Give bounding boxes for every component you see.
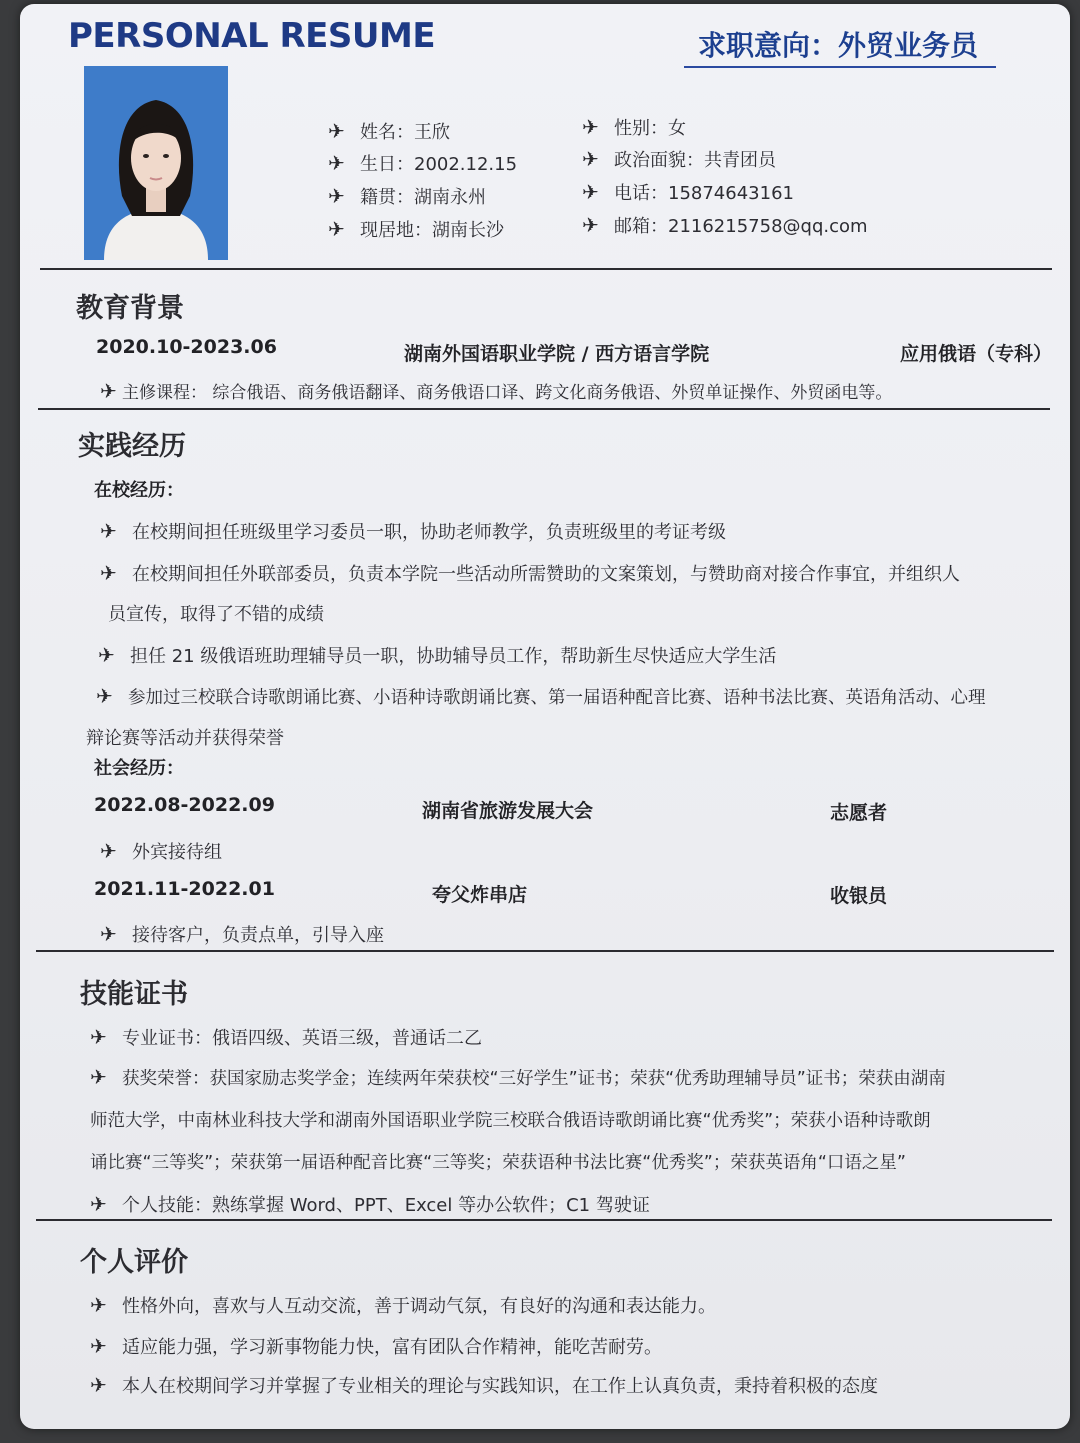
plane-icon: ✈ xyxy=(90,1025,107,1049)
campus-item-cont: 辩论赛等活动并获得荣誉 xyxy=(86,728,284,749)
education-major: 应用俄语（专科） xyxy=(900,343,1053,365)
skills-title: 技能证书 xyxy=(80,979,188,1010)
job-role: 收银员 xyxy=(830,885,888,907)
resume-title: PERSONAL RESUME xyxy=(68,16,436,56)
plane-icon: ✈ xyxy=(582,147,599,171)
plane-icon: ✈ xyxy=(328,151,345,175)
job-detail: ✈ 外宾接待组 xyxy=(100,839,222,863)
plane-icon: ✈ xyxy=(100,519,117,543)
campus-item-cont: 员宣传，取得了不错的成绩 xyxy=(108,604,324,625)
skill-item: ✈ 个人技能：熟练掌握 Word、PPT、Excel 等办公软件；C1 驾驶证 xyxy=(90,1192,650,1216)
job-org: 湖南省旅游发展大会 xyxy=(422,800,594,822)
plane-icon: ✈ xyxy=(582,213,599,237)
plane-icon: ✈ xyxy=(100,561,117,585)
education-period: 2020.10-2023.06 xyxy=(96,336,277,358)
plane-icon: ✈ xyxy=(90,1373,107,1397)
info-origin: ✈ 籍贯：湖南永州 xyxy=(328,184,486,208)
evaluation-item: ✈ 适应能力强，学习新事物能力快，富有团队合作精神，能吃苦耐劳。 xyxy=(90,1334,662,1358)
campus-item: ✈ 在校期间担任外联部委员，负责本学院一些活动所需赞助的文案策划，与赞助商对接合作事宜，并组织人 xyxy=(100,561,960,585)
skill-item: ✈ 获奖荣誉：获国家励志奖学金；连续两年荣获校“三好学生”证书；荣获“优秀助理辅导员”证书；荣获由湖南 xyxy=(90,1065,946,1089)
divider xyxy=(36,950,1054,952)
evaluation-item: ✈ 性格外向，喜欢与人互动交流，善于调动气氛，有良好的沟通和表达能力。 xyxy=(90,1293,716,1317)
campus-heading: 在校经历： xyxy=(94,480,184,501)
plane-icon: ✈ xyxy=(90,1065,107,1089)
social-heading: 社会经历： xyxy=(94,758,184,779)
plane-icon: ✈ xyxy=(100,839,117,863)
info-email: ✈ 邮箱：2116215758@qq.com xyxy=(582,213,868,237)
info-name: ✈ 姓名：王欣 xyxy=(328,119,450,143)
plane-icon: ✈ xyxy=(328,217,345,241)
plane-icon: ✈ xyxy=(328,119,345,143)
divider xyxy=(36,1219,1052,1221)
campus-item: ✈ 参加过三校联合诗歌朗诵比赛、小语种诗歌朗诵比赛、第一届语种配音比赛、语种书法比赛、英语角活动、心理 xyxy=(96,684,986,708)
plane-icon: ✈ xyxy=(328,184,345,208)
divider xyxy=(40,268,1052,270)
campus-item: ✈ 在校期间担任班级里学习委员一职，协助老师教学，负责班级里的考证考级 xyxy=(100,519,726,543)
practice-title: 实践经历 xyxy=(78,431,186,462)
plane-icon: ✈ xyxy=(100,379,117,403)
profile-photo xyxy=(84,66,228,260)
plane-icon: ✈ xyxy=(90,1293,107,1317)
evaluation-title: 个人评价 xyxy=(80,1247,188,1278)
plane-icon: ✈ xyxy=(90,1192,107,1216)
plane-icon: ✈ xyxy=(582,115,599,139)
job-period: 2022.08-2022.09 xyxy=(94,794,275,816)
job-org: 夸父炸串店 xyxy=(432,884,528,906)
info-residence: ✈ 现居地：湖南长沙 xyxy=(328,217,504,241)
job-detail: ✈ 接待客户，负责点单，引导入座 xyxy=(100,922,384,946)
info-birth: ✈ 生日：2002.12.15 xyxy=(328,151,518,175)
education-courses: ✈ 主修课程： 综合俄语、商务俄语翻译、商务俄语口译、跨文化商务俄语、外贸单证操作、外贸函电等。 xyxy=(100,379,893,403)
plane-icon: ✈ xyxy=(98,643,115,667)
skill-item: ✈ 专业证书：俄语四级、英语三级，普通话二乙 xyxy=(90,1025,482,1049)
education-title: 教育背景 xyxy=(76,293,184,324)
plane-icon: ✈ xyxy=(100,922,117,946)
plane-icon: ✈ xyxy=(90,1334,107,1358)
plane-icon: ✈ xyxy=(96,684,113,708)
job-period: 2021.11-2022.01 xyxy=(94,878,275,900)
job-role: 志愿者 xyxy=(830,802,888,824)
info-gender: ✈ 性别：女 xyxy=(582,115,686,139)
info-political: ✈ 政治面貌：共青团员 xyxy=(582,147,776,171)
divider xyxy=(38,408,1050,410)
job-objective: 求职意向：外贸业务员 xyxy=(684,24,996,68)
education-school: 湖南外国语职业学院 / 西方语言学院 xyxy=(404,343,710,365)
evaluation-item: ✈ 本人在校期间学习并掌握了专业相关的理论与实践知识，在工作上认真负责，秉持着积极的态度 xyxy=(90,1373,878,1397)
skill-item-cont: 师范大学，中南林业科技大学和湖南外国语职业学院三校联合俄语诗歌朗诵比赛“优秀奖”；荣获小语种诗歌朗 xyxy=(90,1111,931,1131)
campus-item: ✈ 担任 21 级俄语班助理辅导员一职，协助辅导员工作，帮助新生尽快适应大学生活 xyxy=(98,643,777,667)
skill-item-cont: 诵比赛“三等奖”；荣获第一届语种配音比赛“三等奖；荣获语种书法比赛“优秀奖”；荣获英语角“口语之星” xyxy=(90,1153,906,1173)
info-phone: ✈ 电话：15874643161 xyxy=(582,180,794,204)
resume-page xyxy=(20,4,1070,1429)
plane-icon: ✈ xyxy=(582,180,599,204)
